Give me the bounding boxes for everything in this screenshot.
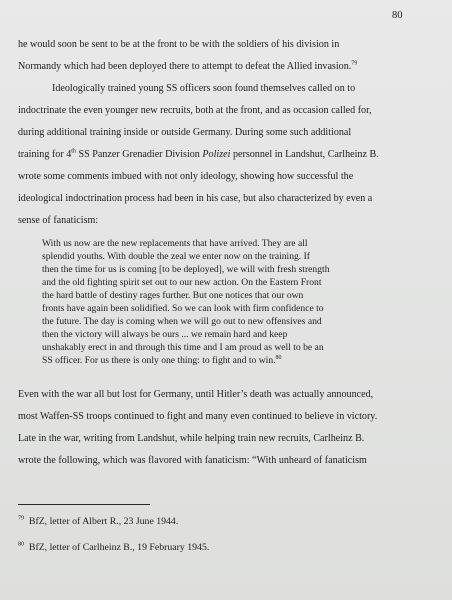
body-line — [18, 148, 442, 161]
footnote-separator — [18, 504, 150, 505]
footnote-text: BfZ, letter of Carlheinz B., 19 February 1945. — [28, 542, 210, 553]
body-line — [18, 38, 442, 51]
body-line — [18, 104, 442, 117]
ordinal-suffix: th — [71, 148, 76, 155]
quote-line: the hard battle of destiny rages further. But one notices that our own — [42, 290, 304, 301]
footnote-ref-80[interactable]: 80 — [275, 354, 282, 361]
body-line-text: SS Panzer Grenadier Division — [75, 149, 203, 160]
body-line — [18, 126, 442, 139]
body-line-text: Normandy which had been deployed there to attempt to defeat the Allied invasion. — [18, 61, 352, 72]
body-line — [18, 432, 442, 445]
page-number: 80 — [392, 10, 403, 21]
quote-line: fronts have again been solidified. So we can look with firm confidence to — [42, 303, 324, 314]
body-line-text: wrote some comments imbued with not only ideology, showing how successful the — [18, 171, 354, 182]
body-line-text: sense of fanaticism: — [18, 215, 99, 226]
footnote-number: 80 — [18, 541, 24, 548]
body-line-text: he would soon be sent to be at the front to be with the soldiers of his division in — [18, 39, 340, 50]
body-line-text: during additional training inside or outside Germany. During some such additional — [18, 127, 352, 138]
body-line-text: Ideologically trained young SS officers soon found themselves called on to — [52, 83, 356, 94]
footnote-ref-79[interactable]: 79 — [351, 60, 358, 67]
body-line — [18, 454, 442, 467]
body-line — [18, 192, 442, 205]
body-line — [18, 388, 442, 401]
quote-line: unshakably erect in and through this time and I am proud as well to be an — [42, 342, 324, 353]
quote-line: then the time for us is coming [to be deployed], we will with fresh strength — [42, 264, 330, 275]
body-line-text: training for 4 — [18, 149, 72, 160]
quote-line: the future. The day is coming when we will go out to new offensives and — [42, 316, 322, 327]
body-line — [18, 60, 442, 73]
quote-line: and the old fighting spirit set out to our new action. On the Eastern Front — [42, 277, 322, 288]
body-line-text: most Waffen-SS troops continued to fight and many even continued to believe in victory. — [18, 411, 378, 422]
body-line — [18, 214, 442, 227]
quote-line-text: SS officer. For us there is only one thing: to fight and to win. — [42, 355, 276, 366]
footnote-text: BfZ, letter of Albert R., 23 June 1944. — [28, 516, 179, 527]
body-line-text: personnel in Landshut, Carlheinz B. — [230, 149, 379, 160]
body-line-text: indoctrinate the even younger new recruits, both at the front, and as occasion called for, — [18, 105, 372, 116]
italic-division-name: Polizei — [202, 149, 231, 160]
body-line — [18, 170, 442, 183]
body-line — [52, 82, 442, 95]
footnote — [18, 542, 209, 553]
quote-line: splendid youths. With double the zeal we enter now on the training. If — [42, 251, 310, 262]
quote-line: then the victory will always be ours ... we remain hard and keep — [42, 329, 288, 340]
quote-line — [42, 355, 424, 368]
body-line — [18, 410, 442, 423]
body-line-text: Even with the war all but lost for Germany, until Hitler’s death was actually announced, — [18, 389, 374, 400]
body-line-text: Late in the war, writing from Landshut, while helping train new recruits, Carlheinz B. — [18, 433, 365, 444]
footnote — [18, 516, 178, 527]
body-line-text: wrote the following, which was flavored with fanaticism: “With unheard of fanaticism — [18, 455, 367, 466]
quote-line: With us now are the new replacements that have arrived. They are all — [42, 238, 308, 249]
body-line-text: ideological indoctrination process had been in his case, but also characterized by even a — [18, 193, 373, 204]
footnote-number: 79 — [18, 515, 24, 522]
